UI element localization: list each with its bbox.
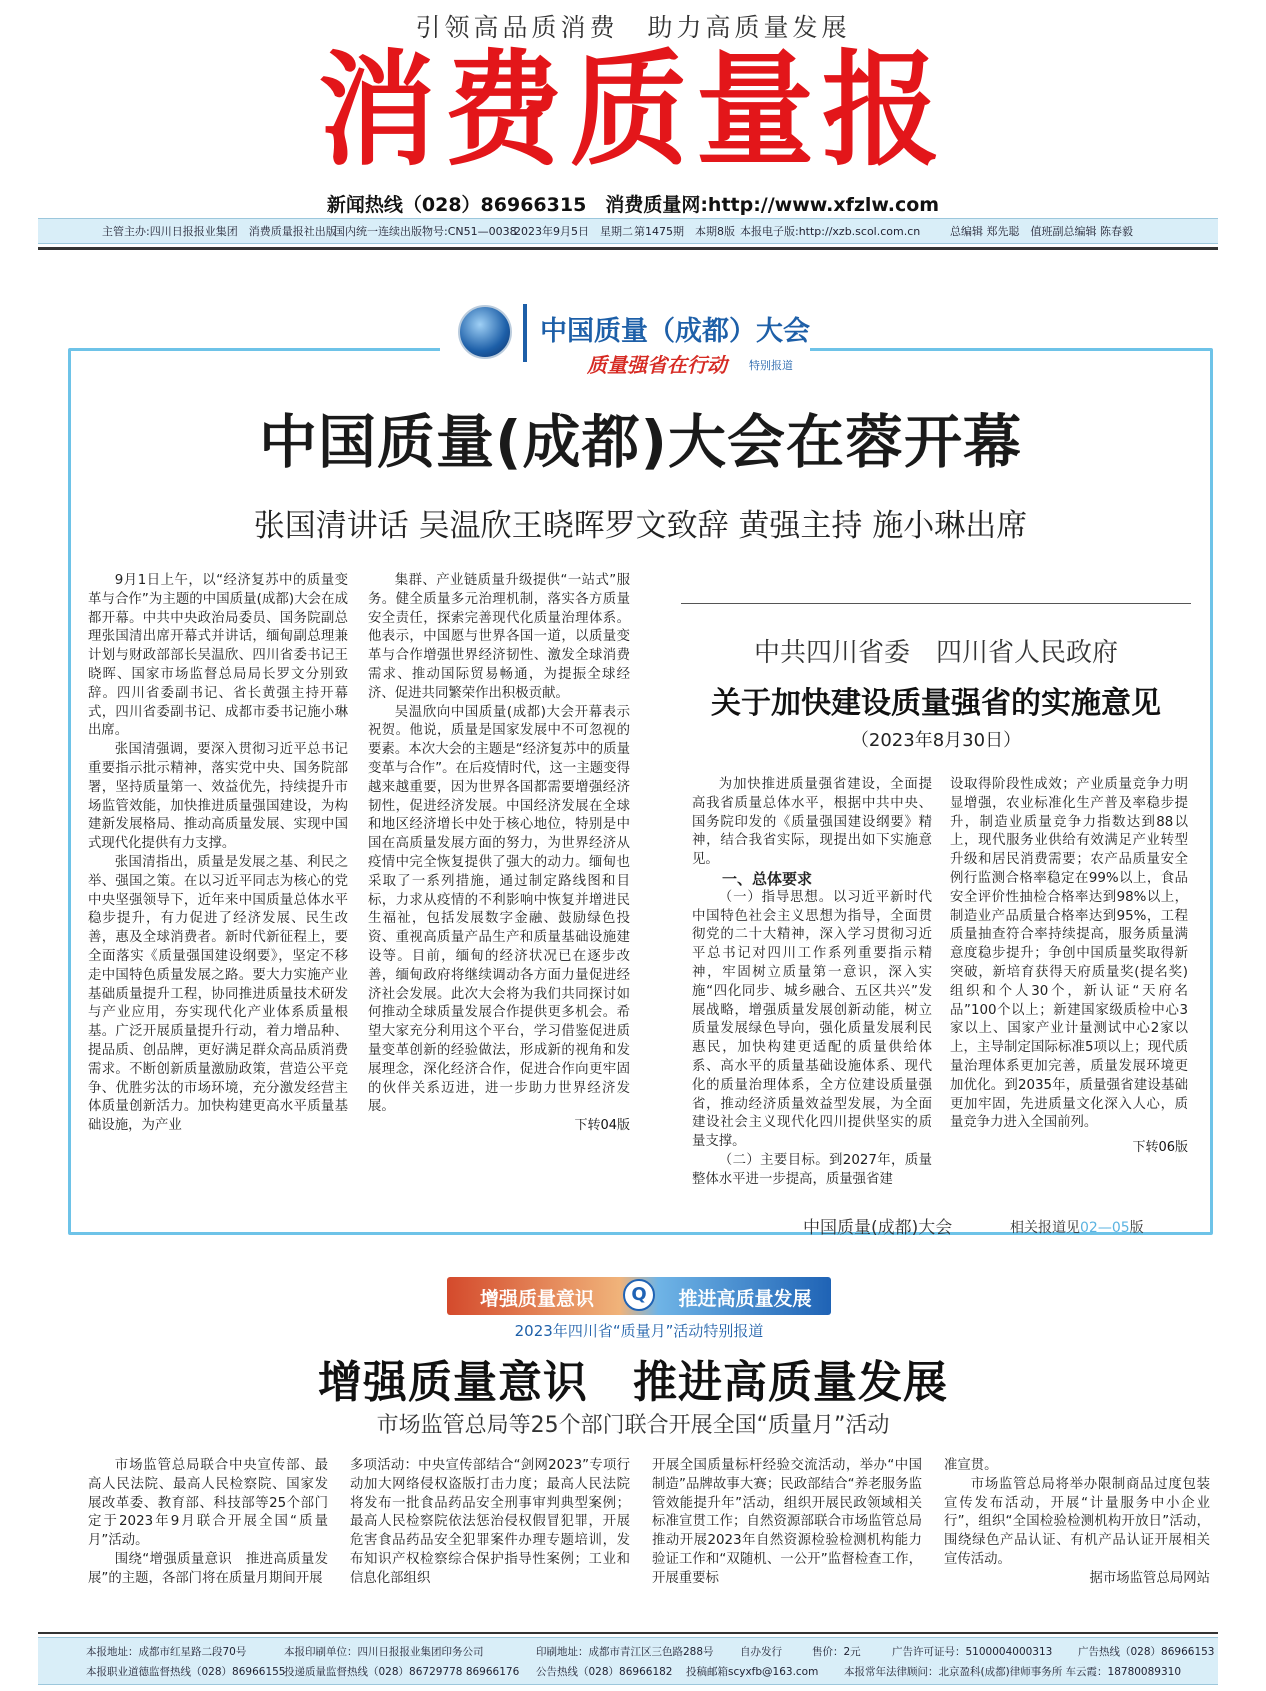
lead-column-2 bbox=[368, 572, 630, 1136]
second-paragraph: 市场监管总局将举办限制商品过度包装宣传发布活动，开展“计量服务中小企业行”，组织“全国检验检测机构开放日”活动，围绕绿色产品认证、有机产品认证开展相关宣传活动。 bbox=[944, 1476, 1210, 1567]
opinion-turn-page: 下转06版 bbox=[1132, 1140, 1188, 1156]
opinion-divider bbox=[681, 603, 1191, 604]
second-subhead: 市场监管总局等25个部门联合开展全国“质量月”活动 bbox=[376, 1413, 890, 1438]
opinion-intro: 为加快推进质量强省建设，全面提高我省质量总体水平，根据中共中央、国务院印发的《质量强国建设纲要》精神，结合我省实际，现提出如下实施意见。 bbox=[692, 777, 932, 868]
footer-printer: 本报印刷单位：四川日报报业集团印务公司 bbox=[284, 1646, 484, 1658]
banner-caption: 2023年四川省“质量月”活动特别报道 bbox=[514, 1322, 764, 1340]
banner-left-text: 增强质量意识 bbox=[479, 1288, 594, 1310]
related-label: 中国质量(成都)大会 bbox=[803, 1218, 953, 1238]
second-column-3 bbox=[652, 1457, 922, 1589]
brand-title: 中国质量（成都）大会 bbox=[540, 316, 810, 347]
footer-lawyer: 本报常年法律顾问：北京盈科(成都)律师事务所 车云霞：18780089310 bbox=[844, 1666, 1182, 1678]
info-sponsor: 主管主办:四川日报报业集团 消费质量报社出版 bbox=[102, 225, 337, 238]
opinion-issuer: 中共四川省委 四川省人民政府 bbox=[753, 638, 1118, 668]
second-column-2 bbox=[350, 1457, 630, 1589]
lead-headline: 中国质量(成都)大会在蓉开幕 bbox=[258, 408, 1023, 476]
second-paragraph: 开展全国质量标杆经验交流活动，举办“中国制造”品牌故事大赛；民政部结合“养老服务监管效能提升年”活动，组织开展民政领域相关标准宣贯工作；自然资源部联合市场监管总局推动开展2023年自然资源检验检测机构能力验证工作和“双随机、一公开”监督检查工作，开展重要标 bbox=[652, 1458, 922, 1586]
globe-logo-icon bbox=[458, 305, 512, 359]
footer-license: 广告许可证号：5100004000313 bbox=[892, 1646, 1053, 1658]
opinion-section-heading: 一、总体要求 bbox=[722, 869, 813, 888]
info-editor: 总编辑 郑先聪 值班副总编辑 陈春毅 bbox=[950, 225, 1133, 238]
lead-paragraph: 9月1日上午，以“经济复苏中的质量变革与合作”为主题的中国质量(成都)大会在成都开幕。中共中央政治局委员、国务院副总理张国清出席开幕式并讲话，缅甸副总理兼计划与财政部部长吴温欣、四川省委书记王晓晖、国家市场监督总局局长罗文分别致辞。四川省委副书记、省长黄强主持开幕式，四川省委副书记、成都市委书记施小琳出席。 bbox=[88, 573, 348, 739]
bottom-info-bar bbox=[38, 1637, 1218, 1685]
opinion-paragraph: 设取得阶段性成效；产业质量竞争力明显增强，农业标准化生产普及率稳步提升，制造业质量竞争力指数达到88以上，现代服务业供给有效满足产业转型升级和居民消费需要；农产品质量安全例行监测合格率稳定在99%以上，食品安全评价性抽检合格率达到98%以上，制造业产品质量合格率达到95%，工程质量抽查符合率持续提高，服务质量满意度稳步提升；争创中国质量奖取得新突破，新培育获得天府质量奖(提名奖)组织和个人30个，新认证“天府名品”100个以上；新建国家级质检中心3家以上、国家产业计量测试中心2家以上，主导制定国际标准5项以上；现代质量治理体系更加完善，质量发展环境更加优化。到2035年，质量强省建设基础更加牢固，先进质量文化深入人心，质量竞争力进入全国前列。 bbox=[950, 777, 1188, 1131]
masthead-hotline: 新闻热线（028）86966315 消费质量网:http://www.xfzlw.com bbox=[326, 194, 940, 216]
lead-subhead: 张国清讲话 吴温欣王晓晖罗文致辞 黄强主持 施小琳出席 bbox=[253, 508, 1028, 544]
footer-ethics-hotline: 本报职业道德监督热线（028）86966155 bbox=[86, 1666, 286, 1678]
footer-ad-hotline: 广告热线（028）86966153 bbox=[1078, 1646, 1215, 1658]
footer-notice-hotline: 公告热线（028）86966182 bbox=[536, 1666, 673, 1678]
second-column-1 bbox=[88, 1457, 328, 1589]
info-issue: 第1475期 本期8版 bbox=[634, 225, 735, 238]
footer-email: 投稿邮箱scyxfb@163.com bbox=[686, 1666, 819, 1678]
masthead-slogan: 引领高品质消费 助力高质量发展 bbox=[415, 13, 851, 42]
second-paragraph: 多项活动：中央宣传部结合“剑网2023”专项行动加大网络侵权盗版打击力度；最高人民法院将发布一批食品药品安全刑事审判典型案例；最高人民检察院依法惩治侵权假冒犯罪，开展危害食品药品安全犯罪案件办理专题培训，发布知识产权检察综合保护指导性案例；工业和信息化部组织 bbox=[350, 1458, 630, 1586]
opinion-column-2 bbox=[950, 776, 1188, 1158]
second-paragraph: 准宣贯。 bbox=[944, 1458, 998, 1473]
top-rule bbox=[38, 247, 1218, 250]
brand-divider bbox=[523, 304, 527, 362]
second-column-4 bbox=[944, 1457, 1210, 1589]
related-pages bbox=[1010, 1217, 1144, 1237]
info-bar bbox=[38, 218, 1218, 244]
banner-right-text: 推进高质量发展 bbox=[678, 1288, 812, 1310]
info-cn: 国内统一连续出版物号:CN51—0038 bbox=[334, 225, 517, 238]
footer-complaint-hotline: 投递质量监督热线（028）86729778 86966176 bbox=[284, 1666, 520, 1678]
related-pages-prefix: 相关报道见 bbox=[1010, 1220, 1080, 1236]
second-paragraph: 围绕“增强质量意识 推进高质量发展”的主题，各部门将在质量月期间开展 bbox=[88, 1551, 328, 1586]
second-source: 据市场监管总局网站 bbox=[1089, 1570, 1210, 1586]
footer-price: 售价：2元 bbox=[812, 1646, 861, 1658]
info-date: 2023年9月5日 星期二 bbox=[514, 225, 633, 238]
related-pages-suffix: 版 bbox=[1129, 1220, 1144, 1236]
opinion-date: （2023年8月30日） bbox=[850, 730, 1022, 751]
opinion-paragraph: （一）指导思想。以习近平新时代中国特色社会主义思想为指导，全面贯彻党的二十大精神，深入学习贯彻习近平总书记对四川工作系列重要指示精神，牢固树立质量第一意识，深入实施“四化同步、城乡融合、五区共兴”发展战略，增强质量发展创新动能，树立质量发展绿色导向，强化质量发展利民惠民，加快构建更适配的质量供给体系、高水平的质量基础设施体系、现代化的质量治理体系，全方位建设质量强省，推动经济质量效益型发展，为全面建设社会主义现代化四川提供坚实的质量支撑。 bbox=[692, 889, 932, 1150]
info-epaper: 本报电子版:http://xzb.scol.com.cn bbox=[740, 225, 921, 238]
footer-distribution: 自办发行 bbox=[740, 1646, 782, 1658]
brand-subtitle: 质量强省在行动 bbox=[587, 353, 727, 377]
quality-q-logo-icon: Q bbox=[623, 1279, 655, 1311]
opinion-title: 关于加快建设质量强省的实施意见 bbox=[711, 686, 1161, 721]
lead-paragraph: 张国清指出，质量是发展之基、利民之举、强国之策。在以习近平同志为核心的党中央坚强领导下，近年来中国质量总体水平稳步提升，有力促进了经济发展、民生改善，惠及全球消费者。新时代新征程上，要全面落实《质量强国建设纲要》，坚定不移走中国特色质量发展之路。要大力实施产业基础质量提升工程，协同推进质量技术研发与产业应用，夯实现代化产业体系质量根基。广泛开展质量提升行动，着力增品种、提品质、创品牌，更好满足群众高品质消费需求。不断创新质量激励政策，营造公平竞争、优胜劣汰的市场环境，充分激发经营主体质量创新活力。加快构建更高水平质量基础设施，为产业 bbox=[88, 854, 348, 1134]
masthead-title: 消费质量报 bbox=[317, 37, 948, 183]
opinion-paragraph: （二）主要目标。到2027年，质量整体水平进一步提高，质量强省建 bbox=[692, 1152, 932, 1187]
opinion-column-1 bbox=[692, 776, 932, 1190]
second-headline: 增强质量意识 推进高质量发展 bbox=[318, 1357, 948, 1408]
lead-paragraph: 集群、产业链质量升级提供“一站式”服务。健全质量多元治理机制，落实各方质量安全责任，探索完善现代化质量治理体系。他表示，中国愿与世界各国一道，以质量变革与合作增强世界经济韧性、激发全球消费需求、推动国际贸易畅通，为提振全球经济、促进共同繁荣作出积极贡献。 bbox=[368, 573, 630, 701]
second-paragraph: 市场监管总局联合中央宣传部、最高人民法院、最高人民检察院、国家发展改革委、教育部、科技部等25个部门定于2023年9月联合开展全国“质量月”活动。 bbox=[88, 1458, 328, 1549]
footer-print-address: 印刷地址：成都市青江区三色路288号 bbox=[536, 1646, 714, 1658]
lead-paragraph: 吴温欣向中国质量(成都)大会开幕表示祝贺。他说，质量是国家发展中不可忽视的要素。本次大会的主题是“经济复苏中的质量变革与合作”。在后疫情时代，这一主题变得越来越重要，因为世界各国都需要增强经济韧性，促进经济发展。中国经济发展在全球和地区经济增长中处于核心地位，特别是中国在高质量发展方面的努力，为世界经济从疫情中完全恢复提供了强大的动力。缅甸也采取了一系列措施，通过制定路线图和目标，力求从疫情的不利影响中恢复并增进民生福祉，包括发展数字金融、鼓励绿色投资、重视高质量产品生产和质量基础设施建设等。目前，缅甸的经济状况已在逐步改善，缅甸政府将继续调动各方面力量促进经济社会发展。此次大会将为我们共同探讨如何推动全球质量发展合作提供更多机会。希望大家充分利用这个平台，学习借鉴促进质量变革创新的经验做法，形成新的视角和发展理念，深化经济合作，促进合作向更牢固的伙伴关系迈进，进一步助力世界经济发展。 bbox=[368, 704, 630, 1115]
lead-column-1 bbox=[88, 572, 348, 1136]
brand-special-report: 特别报道 bbox=[749, 359, 793, 372]
footer-address: 本报地址：成都市红星路二段70号 bbox=[86, 1646, 247, 1658]
lead-turn-page: 下转04版 bbox=[574, 1118, 630, 1134]
bottom-rule bbox=[38, 1632, 1218, 1634]
related-pages-range: 02—05 bbox=[1080, 1220, 1130, 1236]
lead-paragraph: 张国清强调，要深入贯彻习近平总书记重要指示批示精神，落实党中央、国务院部署，坚持质量第一、效益优先，持续提升市场监管效能，加快推进质量强国建设，为构建新发展格局、推动高质量发展、实现中国式现代化提供有力支撑。 bbox=[88, 742, 348, 852]
